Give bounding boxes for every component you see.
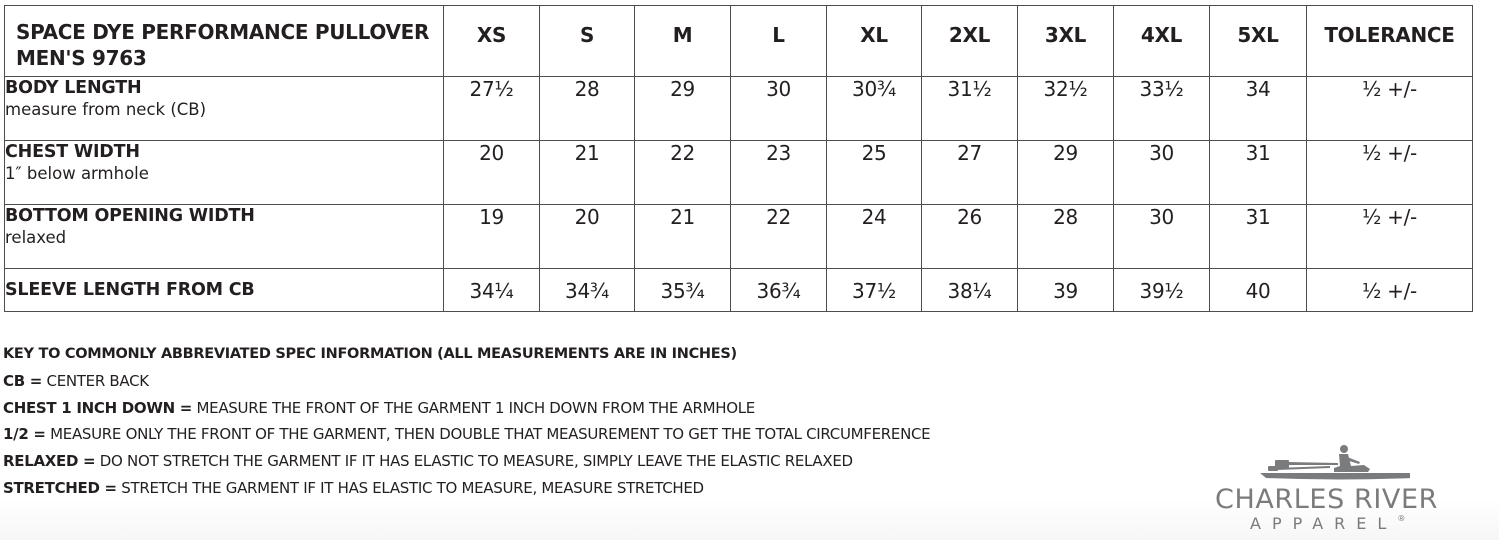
row-label-cell bbox=[5, 77, 444, 141]
key-item bbox=[3, 450, 930, 477]
value-cell: 19 bbox=[444, 205, 540, 269]
key-title: KEY TO COMMONLY ABBREVIATED SPEC INFORMATION (ALL MEASUREMENTS ARE IN INCHES) bbox=[3, 346, 737, 362]
table-row bbox=[5, 141, 1473, 205]
key-term: CHEST 1 INCH DOWN = bbox=[3, 398, 193, 417]
row-label: CHEST WIDTH bbox=[5, 142, 140, 162]
key-item bbox=[3, 370, 930, 397]
key-term: CB = bbox=[3, 371, 43, 390]
tolerance-cell: ½ +/- bbox=[1307, 141, 1473, 205]
value-cell: 39½ bbox=[1114, 269, 1210, 312]
value-cell: 39 bbox=[1018, 269, 1114, 312]
value-cell: 23 bbox=[731, 141, 827, 205]
tolerance-cell: ½ +/- bbox=[1307, 205, 1473, 269]
size-spec-table bbox=[4, 5, 1473, 312]
product-title bbox=[5, 6, 444, 77]
value-cell: 34 bbox=[1210, 77, 1307, 141]
row-label: BOTTOM OPENING WIDTH bbox=[5, 206, 255, 226]
size-header: 4XL bbox=[1114, 6, 1210, 77]
row-sublabel: 1″ below armhole bbox=[5, 164, 149, 183]
size-header: M bbox=[635, 6, 731, 77]
row-label-cell bbox=[5, 141, 444, 205]
tolerance-cell: ½ +/- bbox=[1307, 269, 1473, 312]
product-title-line1: SPACE DYE PERFORMANCE PULLOVER bbox=[16, 20, 430, 44]
row-label-cell bbox=[5, 269, 444, 312]
tolerance-header: TOLERANCE bbox=[1307, 6, 1473, 77]
value-cell: 31 bbox=[1210, 205, 1307, 269]
key-term: RELAXED = bbox=[3, 452, 96, 471]
table-row bbox=[5, 77, 1473, 141]
table-row bbox=[5, 205, 1473, 269]
registered-mark: ® bbox=[1397, 514, 1406, 523]
size-header: 2XL bbox=[922, 6, 1018, 77]
value-cell: 30 bbox=[1114, 141, 1210, 205]
row-label: SLEEVE LENGTH FROM CB bbox=[5, 280, 255, 300]
product-title-line2: MEN'S 9763 bbox=[16, 46, 147, 70]
size-header: S bbox=[540, 6, 635, 77]
charles-river-logo bbox=[1210, 442, 1450, 534]
key-term: STRETCHED = bbox=[3, 478, 117, 497]
size-header: XS bbox=[444, 6, 540, 77]
key-definition: CENTER BACK bbox=[42, 371, 149, 390]
tolerance-cell: ½ +/- bbox=[1307, 77, 1473, 141]
value-cell: 30 bbox=[1114, 205, 1210, 269]
key-definition: MEASURE THE FRONT OF THE GARMENT 1 INCH DOWN FROM THE ARMHOLE bbox=[192, 398, 755, 417]
value-cell: 30 bbox=[731, 77, 827, 141]
key-item bbox=[3, 397, 930, 424]
table-header-row bbox=[5, 6, 1473, 77]
value-cell: 38¼ bbox=[922, 269, 1018, 312]
value-cell: 27 bbox=[922, 141, 1018, 205]
value-cell: 31 bbox=[1210, 141, 1307, 205]
key-definition: DO NOT STRETCH THE GARMENT IF IT HAS ELASTIC TO MEASURE, SIMPLY LEAVE THE ELASTIC RELAXED bbox=[95, 452, 853, 471]
value-cell: 28 bbox=[540, 77, 635, 141]
value-cell: 37½ bbox=[827, 269, 922, 312]
value-cell: 34¼ bbox=[444, 269, 540, 312]
key-definition: MEASURE ONLY THE FRONT OF THE GARMENT, THEN DOUBLE THAT MEASUREMENT TO GET THE TOTAL CIRCUMFERENCE bbox=[45, 425, 931, 444]
value-cell: 20 bbox=[540, 205, 635, 269]
logo-sub bbox=[1250, 514, 1405, 533]
size-header: 3XL bbox=[1018, 6, 1114, 77]
value-cell: 29 bbox=[1018, 141, 1114, 205]
table-row bbox=[5, 269, 1473, 312]
value-cell: 40 bbox=[1210, 269, 1307, 312]
spec-key bbox=[3, 343, 930, 504]
value-cell: 22 bbox=[635, 141, 731, 205]
value-cell: 27½ bbox=[444, 77, 540, 141]
logo-sub-text: APPAREL bbox=[1250, 514, 1398, 533]
rower-icon bbox=[1260, 444, 1410, 484]
value-cell: 26 bbox=[922, 205, 1018, 269]
value-cell: 29 bbox=[635, 77, 731, 141]
value-cell: 36¾ bbox=[731, 269, 827, 312]
size-header: 5XL bbox=[1210, 6, 1307, 77]
key-item bbox=[3, 423, 930, 450]
value-cell: 24 bbox=[827, 205, 922, 269]
value-cell: 20 bbox=[444, 141, 540, 205]
value-cell: 30¾ bbox=[827, 77, 922, 141]
value-cell: 25 bbox=[827, 141, 922, 205]
size-header: L bbox=[731, 6, 827, 77]
value-cell: 33½ bbox=[1114, 77, 1210, 141]
row-sublabel: relaxed bbox=[5, 228, 67, 247]
row-label-cell bbox=[5, 205, 444, 269]
value-cell: 32½ bbox=[1018, 77, 1114, 141]
value-cell: 34¾ bbox=[540, 269, 635, 312]
key-term: 1/2 = bbox=[3, 425, 46, 444]
key-item bbox=[3, 477, 930, 504]
value-cell: 35¾ bbox=[635, 269, 731, 312]
value-cell: 21 bbox=[635, 205, 731, 269]
logo-brand: CHARLES RIVER bbox=[1215, 484, 1439, 515]
key-definition: STRETCH THE GARMENT IF IT HAS ELASTIC TO MEASURE, MEASURE STRETCHED bbox=[116, 478, 704, 497]
value-cell: 28 bbox=[1018, 205, 1114, 269]
row-sublabel: measure from neck (CB) bbox=[5, 100, 207, 119]
size-header: XL bbox=[827, 6, 922, 77]
row-label: BODY LENGTH bbox=[5, 78, 142, 98]
value-cell: 31½ bbox=[922, 77, 1018, 141]
value-cell: 22 bbox=[731, 205, 827, 269]
value-cell: 21 bbox=[540, 141, 635, 205]
